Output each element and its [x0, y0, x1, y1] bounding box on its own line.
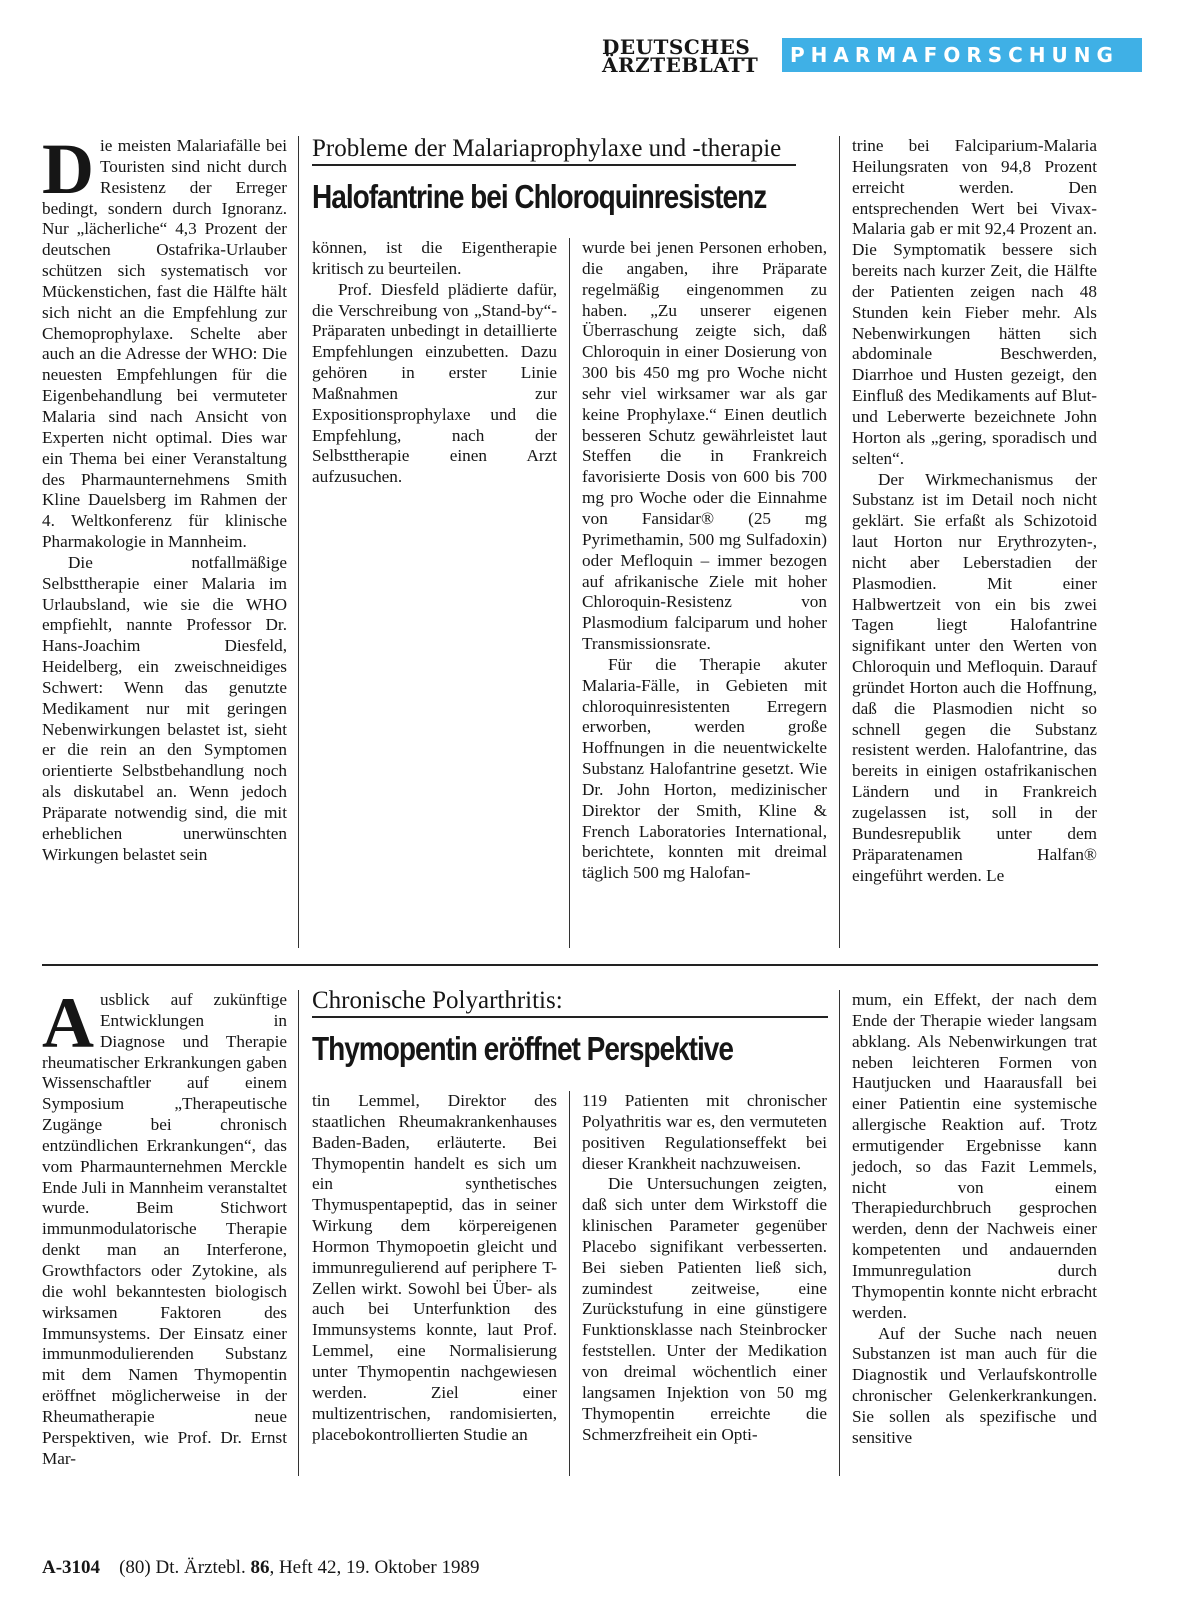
article2-column-2 [312, 1091, 557, 1445]
column-divider [839, 136, 840, 948]
column-divider [569, 238, 570, 948]
article2-column-1 [42, 983, 287, 1469]
article2-column-3 [582, 1091, 827, 1445]
article-separator [42, 964, 1098, 966]
masthead-line1: DEUTSCHES [602, 35, 751, 59]
article1-paragraph: können, ist die Eigentherapie kritisch zu beurteilen. [312, 238, 557, 278]
kicker-underline [312, 164, 796, 166]
masthead-line2: ÄRZTEBLATT [602, 53, 759, 77]
article1-column-4 [852, 136, 1097, 886]
footer-issue-date: , Heft 42, 19. Oktober 1989 [269, 1557, 480, 1578]
footer-journal: (80) Dt. Ärztebl. [119, 1557, 246, 1578]
article1-headline: Halofantrine bei Chloroquinresistenz [312, 178, 767, 215]
article1-paragraph: Der Wirkmechanismus der Substanz ist im Detail noch nicht geklärt. Sie erfaßt als Schizotoid laut Horton nur Erythrozyten-, nicht aber Leberstadien der Plasmodien. Mit einer Halbwertzeit von ein bis zwei Tagen liegt Halofantrine signifikant unter den Werten von Chloroquin und Mefloquin. Darauf gründet Horton auch die Hoffnung, daß die Plasmodien nicht so schnell gegen die Substanz resistent werden. Halofantrine, das bereits in einigen ostafrikanischen Ländern und in Frankreich zugelassen ist, soll in der Bundesrepublik unter dem Präparatenamen Halfan® eingeführt werden. Le [852, 469, 1097, 885]
article2-headline: Thymopentin eröffnet Perspektive [312, 1030, 733, 1067]
column-divider [298, 990, 299, 1476]
article1-paragraph: Für die Therapie akuter Malaria-Fälle, in Gebieten mit chloroquinresistenten Erregern erworben, werden große Hoffnungen in die neuentwickelte Substanz Halofantrine gesetzt. Wie Dr. John Horton, medizinischer Direktor der Smith, Kline & French Laboratories International, berichtete, konnten mit dreimal täglich 500 mg Halofan- [582, 654, 827, 883]
article1-paragraph: ie meisten Malariafälle bei Touristen sind nicht durch Resistenz der Erreger bedingt, sondern durch Ignoranz. Nur „lächerliche“ 4,3 Prozent der deutschen Ostafrika-Urlauber schützen sich systematisch vor Mückenstichen, fast die Hälfte hält sich nicht an die Empfehlung zur Chemoprophylaxe. Schelte aber auch an die Adresse der WHO: Die neuesten Empfehlungen für die Eigenbehandlung bei vermuteter Malaria sind nach Ansicht von Experten nicht optimal. Dies war ein Thema bei einer Veranstaltung des Pharmaunternehmens Smith Kline Dauelsberg im Rahmen der 4. Weltkonferenz für klinische Pharmakologie in Mannheim. [42, 136, 287, 552]
column-divider [298, 136, 299, 948]
article2-kicker: Chronische Polyarthritis: [312, 987, 563, 1014]
article2-paragraph: usblick auf zukünftige Entwicklungen in Diagnose und Therapie rheumatischer Erkrankungen gaben Wissenschaftler auf einem Symposium „Therapeutische Zugänge bei chronisch entzündlichen Erkrankungen“, das vom Pharmaunternehmen Merckle Ende Juli in Mannheim veranstaltet wurde. Beim Stichwort immunmodulatorische Therapie denkt man an Interferone, Growthfactors oder Zytokine, als die wohl bekanntesten biologisch wirksamen Faktoren des Immunsystems. Der Einsatz einer immunmodulierenden Substanz mit dem Namen Thymopentin eröffnet möglicherweise in der Rheumatherapie neue Perspektiven, wie Prof. Dr. Ernst Mar- [42, 990, 287, 1468]
article1-paragraph: wurde bei jenen Personen erhoben, die angaben, ihre Präparate regelmäßig eingenommen zu haben. „Zu unserer eigenen Überraschung zeigte sich, daß Chloroquin in einer Dosierung von 300 bis 450 mg pro Woche nicht sehr viel wirksamer war als gar keine Prophylaxe.“ Einen deutlich besseren Schutz gewährleistet laut Steffen die in Frankreich favorisierte Dosis von 600 bis 700 mg pro Woche oder die Einnahme von Fansidar® (25 mg Pyrimethamin, 500 mg Sulfadoxin) oder Mefloquin – immer bezogen auf afrikanische Ziele mit hoher Chloroquin-Resistenz von Plasmodium falciparum und hoher Transmissionsrate. [582, 238, 827, 654]
article1-dropcap: D [42, 129, 94, 209]
article1-paragraph: Die notfallmäßige Selbsttherapie einer Malaria im Urlaubsland, wie sie die WHO empfiehlt, nannte Professor Dr. Hans-Joachim Diesfeld, Heidelberg, ein zweischneidiges Schwert: Wenn das genutzte Medikament nur mit geringen Nebenwirkungen belastet ist, sieht er die rein an den Symptomen orientierte Selbstbehandlung noch als diskutabel an. Wenn jedoch Präparate notwendig sind, die mit erheblichen unerwünschten Wirkungen belastet sein [42, 552, 287, 864]
kicker-underline [312, 1016, 828, 1018]
section-tag: PHARMAFORSCHUNG [782, 38, 1142, 72]
article1-paragraph: trine bei Falciparium-Malaria Heilungsraten von 94,8 Prozent erreicht werden. Den entsprechenden Wert bei Vivax-Malaria gab er mit 92,4 Prozent an. Die Symptomatik bessere sich bereits nach kurzer Zeit, die Hälfte der Patienten zeigen nach 48 Stunden kein Fieber mehr. Als Nebenwirkungen hätten sich abdominale Beschwerden, Diarrhoe und Husten gezeigt, den Einfluß des Medikaments auf Blut- und Leberwerte bezeichnete John Horton als „gering, sporadisch und selten“. [852, 136, 1097, 468]
masthead-logo [602, 35, 759, 77]
article1-column-2 [312, 238, 557, 488]
article2-paragraph: Die Untersuchungen zeigten, daß sich unter dem Wirkstoff die klinischen Parameter gegenüber Placebo signifikant verbesserten. Bei sieben Patienten ließ sich, zumindest zeitweise, eine Zurückstufung in eine günstigere Funktionsklasse nach Steinbrocker feststellen. Unter der Medikation von dreimal wöchentlich einer langsamen Injektion von 50 mg Thymopentin erreichte die Schmerzfreiheit ein Opti- [582, 1174, 827, 1444]
article2-paragraph: Auf der Suche nach neuen Substanzen ist man auch für die Diagnostik und Verlaufskontrolle chronischer Gelenkerkrankungen. Sie sollen als spezifische und sensitive [852, 1323, 1097, 1447]
article2-paragraph: mum, ein Effekt, der nach dem Ende der Therapie wieder langsam abklang. Als Nebenwirkungen trat neben leichteren Formen von Hautjucken und Haarausfall bei einer Patientin eine systemische allergische Reaktion auf. Trotz ermutigender Ergebnisse kann jedoch, so das Fazit Lemmels, nicht von einem Therapiedurchbruch gesprochen werden, denn der Nachweis einer kompetenten und andauernden Immunregulation durch Thymopentin konnte nicht erbracht werden. [852, 990, 1097, 1322]
article1-paragraph: Prof. Diesfeld plädierte dafür, die Verschreibung von „Stand-by“-Präparaten unbedingt in detaillierte Empfehlungen einzubetten. Dazu gehören in erster Linie Maßnahmen zur Expositionsprophylaxe und die Empfehlung, nach der Selbsttherapie einen Arzt aufzusuchen. [312, 279, 557, 487]
article2-column-4 [852, 990, 1097, 1449]
column-divider [569, 1091, 570, 1476]
column-divider [839, 990, 840, 1476]
footer-volume: 86 [250, 1557, 270, 1578]
page-footer [42, 1557, 479, 1579]
article1-column-3 [582, 238, 827, 884]
article2-paragraph: 119 Patienten mit chronischer Polyathritis war es, den vermuteten positiven Regulationseffekt bei dieser Krankheit nachzuweisen. [582, 1091, 827, 1173]
article1-kicker: Probleme der Malariaprophylaxe und -therapie [312, 135, 782, 162]
page-number: A-3104 [42, 1557, 101, 1578]
article1-column-1 [42, 129, 287, 866]
article2-dropcap: A [42, 983, 94, 1063]
article2-paragraph: tin Lemmel, Direktor des staatlichen Rheumakrankenhauses Baden-Baden, erläuterte. Bei Thymopentin handelt es sich um ein synthetisches Thymuspentapeptid, das in seiner Wirkung dem körpereigenen Hormon Thymopoetin gleicht und immunregulierend auf periphere T-Zellen wirkt. Sowohl bei Über- als auch bei Unterfunktion des Immunsystems konnte, laut Prof. Lemmel, eine Normalisierung unter Thymopentin nachgewiesen werden. Ziel einer multizentrischen, randomisierten, placebokontrollierten Studie an [312, 1091, 557, 1444]
